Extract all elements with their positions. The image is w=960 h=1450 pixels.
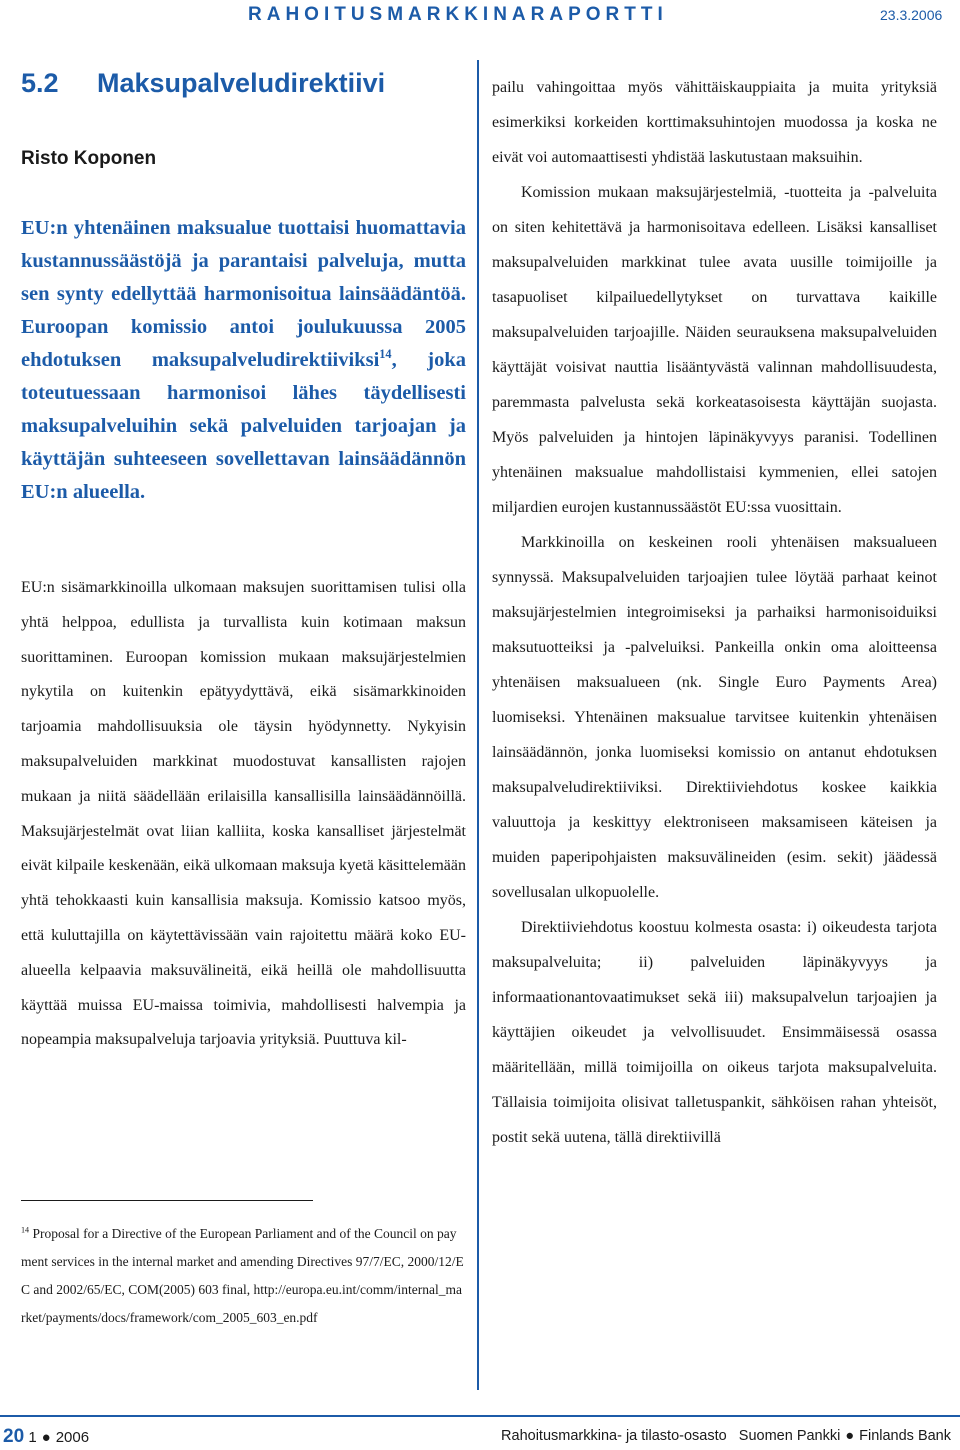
body-paragraph-left: EU:n sisämarkkinoilla ulkomaan maksujen suorittamisen tulisi olla yhtä helppoa, edullista ja turvallista kuin kotimaan maksun suorittaminen. Euroopan komission mukaan maksujärjestelmien nykytila on kuitenkin epätyydyttävä, eikä sisämarkkinoiden tarjoamia mahdollisuuksia ole täysin hyödynnetty. Nykyisin maksupalveluiden markkinat muodostuvat kansallisten rajojen mukaan ja niitä säädellään erilaisilla kansallisilla lainsäädännöillä. Maksujärjestelmät ovat liian kalliita, koska kansalliset järjestelmät eivät kilpaile keskenään, eikä ulkomaan maksuja kyetä käsittelemään yhtä tehokkaasti kuin kansallisia maksuja. Komissio katsoo myös, että kuluttajilla on käytettävissään vain rajoitettu määrä koko EU-alueella kelpaavia maksuvälineitä, eikä heillä ole mahdollisuutta käyttää muissa EU-maissa toimivia, mahdollisesti halvempia ja nopeampia maksupalveluja tarjoavia yrityksiä. Puuttuva kil- xyxy=(21,579,466,1049)
body-paragraph-right-2: Komission mukaan maksujärjestelmiä, -tuotteita ja -palveluita on siten kehitettävä ja harmonisoitava edelleen. Lisäksi kansalliset maksupalveluiden markkinat tulee avata uusille toimijoille ja tasapuoliset kilpailuedellytykset on turvattava kaikille maksupalveluiden tarjoajille. Näiden seurauksena maksupalveluiden käyttäjät voisivat nauttia lisääntyvästä valinnan mahdollisuudesta, paremmasta palvelusta sekä korkeatasoisesta käyttäjän suojasta. Myös palveluiden ja hintojen läpinäkyvyys paranisi. Todellinen yhtenäinen maksualue mahdollistaisi kymmenien, ellei satojen miljardien eurojen kustannussäästöt EU:ssa vuosittain. xyxy=(492,184,937,516)
footnote-divider xyxy=(21,1200,313,1201)
footer-left xyxy=(3,1426,89,1448)
footnote xyxy=(21,1220,466,1332)
right-column xyxy=(492,70,937,1155)
page-number: 20 xyxy=(3,1426,25,1447)
footnote-ref[interactable]: 14 xyxy=(379,347,392,362)
author-name: Risto Koponen xyxy=(21,148,157,169)
issue-number: 1 xyxy=(28,1429,37,1446)
report-date: 23.3.2006 xyxy=(880,7,943,23)
bullet-icon: ● xyxy=(41,1429,51,1446)
report-title: RAHOITUSMARKKINARAPORTTI xyxy=(248,4,668,25)
bullet-icon: ● xyxy=(845,1428,855,1444)
lead-text-part1: EU:n yhtenäinen maksualue tuottaisi huomattavia kustannussäästöjä ja parantaisi palveluja, mutta sen synty edellyttää harmonisoitua lainsäädäntöä. Euroopan komissio antoi joulukuussa 2005 ehdotuksen maksupalveludirektiiviksi xyxy=(21,217,466,371)
column-divider xyxy=(477,60,479,1390)
lead-text-part2: , joka toteutuessaan harmonisoi lähes täydellisesti maksupalveluihin sekä palveluiden tarjoajan ja käyttäjän suhteeseen sovellettavan lainsäädännön EU:n alueella. xyxy=(21,349,466,503)
section-heading xyxy=(21,68,385,99)
issue-year: 2006 xyxy=(55,1429,90,1446)
section-title: Maksupalveludirektiivi xyxy=(97,68,386,98)
footer-right xyxy=(501,1428,951,1444)
section-number: 5.2 xyxy=(21,68,59,98)
body-paragraph-right-3: Markkinoilla on keskeinen rooli yhtenäisen maksualueen synnyssä. Maksupalveluiden tarjoajien tulee löytää parhaat keinot maksujärjestelmien integroimiseksi ja parhaiksi harmonisoiduiksi maksutuotteiksi ja -palveluiksi. Pankeilla onkin oma aloitteensa yhtenäisen maksualueen (nk. Single Euro Payments Area) luomiseksi. Yhtenäinen maksualue tarvitsee kuitenkin yhtenäisen lainsäädännön, jonka luomiseksi komissio on antanut ehdotuksen maksupalveludirektiiviksi. Direktiiviehdotus koskee kaikkia valuuttoja ja keskittyy elektroniseen maksamiseen käteisen ja muiden paperipohjaisten maksuvälineiden (esim. sekit) jäädessä sovellusalan ulkopuolelle. xyxy=(492,534,937,901)
body-paragraph-right-1: pailu vahingoittaa myös vähittäiskauppiaita ja muita yrityksiä esimerkiksi korkeiden korttimaksuhintojen muodossa ja koska ne eivät voi automaattisesti yhdistää laskutustaan maksuihin. xyxy=(492,79,937,166)
footnote-number: 14 xyxy=(21,1225,30,1235)
footnote-text[interactable]: Proposal for a Directive of the European Parliament and of the Council on payment services in the internal market and amending Directives 97/7/EC, 2000/12/EC and 2002/65/EC, COM(2005) 603 final, http://europa.eu.int/comm/internal_market/payments/docs/framework/com_2005_603_en.pdf xyxy=(21,1226,464,1325)
lead-paragraph xyxy=(21,212,466,509)
body-paragraph-right-4: Direktiiviehdotus koostuu kolmesta osasta: i) oikeudesta tarjota maksupalveluita; ii) palveluiden läpinäkyvyys ja informaationantovaatimukset sekä iii) maksupalvelun tarjoajien ja käyttäjien oikeudet ja velvollisuudet. Ensimmäisessä osassa määritellään, millä toimijoilla on oikeus tarjota maksupalveluita. Tällaisia toimijoita olisivat talletuspankit, sähköisen rahan yhteisöt, postit sekä uutena, tällä direktiivillä xyxy=(492,919,937,1146)
footer-divider xyxy=(0,1415,960,1417)
publisher-en: Finlands Bank xyxy=(859,1428,951,1444)
department-name: Rahoitusmarkkina- ja tilasto-osasto xyxy=(501,1428,727,1444)
publisher-fi: Suomen Pankki xyxy=(738,1428,841,1444)
